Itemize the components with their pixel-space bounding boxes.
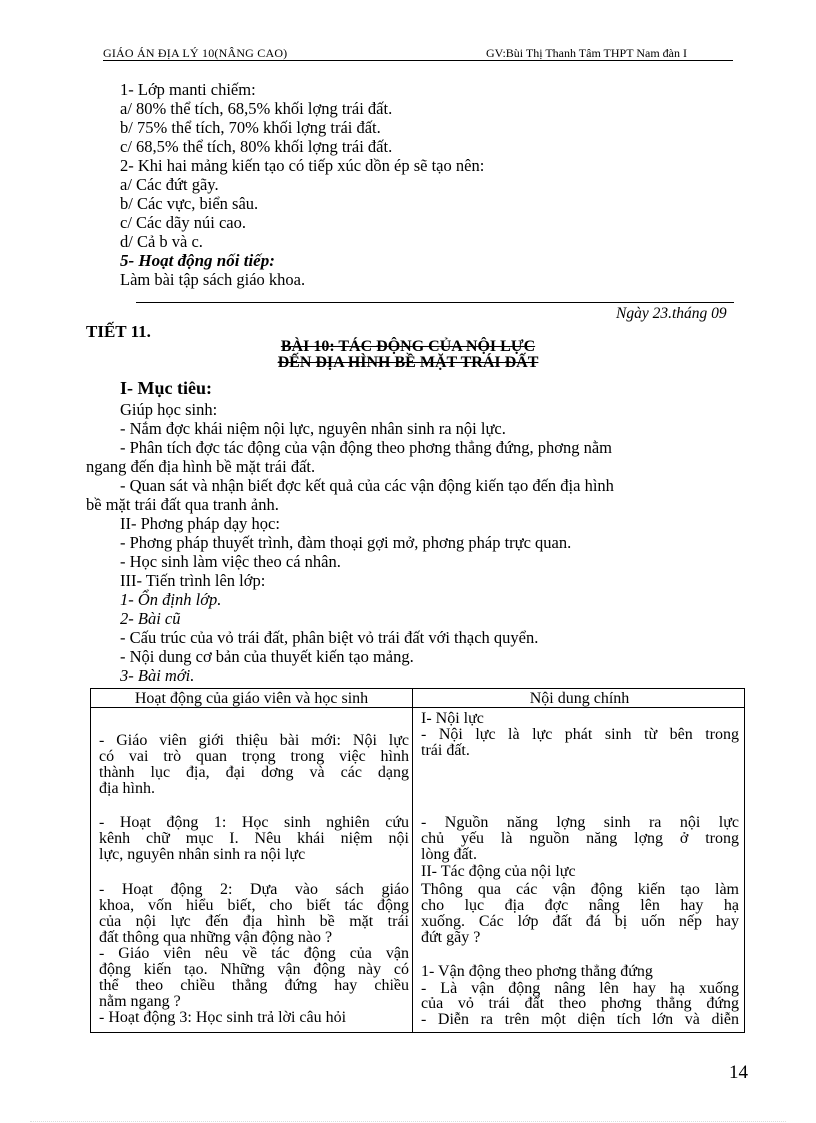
lesson-date: Ngày 23.tháng 09 [616, 305, 727, 322]
table-right-line: đứt gãy ? [421, 929, 481, 946]
table-right-line: của vỏ trái đất theo phơng thẳng đứng [421, 995, 739, 1012]
table-left-line: - Hoạt động 1: Học sinh nghiên cứu [99, 814, 409, 831]
page-bottom-border [30, 1121, 786, 1122]
objective-2-line-2: ngang đến địa hình bề mặt trái đất. [86, 457, 316, 476]
method-1: - Phơng pháp thuyết trình, đàm thoại gợi mở, phơng pháp trực quan. [120, 533, 572, 552]
table-right-line: Thông qua các vận động kiến tạo làm [421, 881, 739, 898]
process-step-2: 2- Bài cũ [120, 609, 181, 628]
table-right-line: xuống. Các lớp đất đá bị uốn nếp hay [421, 913, 739, 930]
table-left-line: khoa, vốn hiểu biết, cho biết tác động [99, 897, 409, 914]
objective-3-line-1: - Quan sát và nhận biết đợc kết quả của các vận động kiến tạo đến địa hình [120, 476, 614, 495]
table-header-activities: Hoạt động của giáo viên và học sinh [134, 690, 369, 707]
table-right-line: lòng đất. [421, 846, 477, 863]
lesson-table [90, 688, 745, 1033]
table-right-line: - Nội lực là lực phát sinh từ bên trong [421, 726, 739, 743]
question-2-option-c: c/ Các dãy núi cao. [120, 213, 246, 232]
process-heading: III- Tiến trình lên lớp: [120, 571, 266, 590]
table-left-line: - Giáo viên nêu về tác động của vận [99, 945, 409, 962]
objective-1: - Nắm đợc khái niệm nội lực, nguyên nhân sinh ra nội lực. [120, 419, 506, 438]
question-2-option-d: d/ Cả b và c. [120, 232, 203, 251]
table-left-line: đất thông qua những vận động nào ? [99, 929, 333, 946]
table-header-content: Nội dung chính [529, 690, 630, 707]
objectives-heading: I- Mục tiêu: [120, 378, 212, 398]
question-1: 1- Lớp manti chiếm: [120, 80, 256, 99]
table-right-line: - Diễn ra trên một diện tích lớn và diễn [421, 1011, 739, 1028]
objective-2-line-1: - Phân tích đợc tác động của vận động theo phơng thẳng đứng, phơng nằm [120, 438, 612, 457]
header-right: GV:Bùi Thị Thanh Tâm THPT Nam đàn I [486, 46, 687, 60]
table-left-line: - Giáo viên giới thiệu bài mới: Nội lực [99, 732, 409, 749]
lesson-period: TIẾT 11. [86, 322, 151, 341]
objectives-intro: Giúp học sinh: [120, 400, 218, 419]
table-left-line: - Hoạt động 3: Học sinh trả lời câu hỏi [99, 1009, 347, 1026]
table-right-line: 1- Vận động theo phơng thẳng đứng [421, 963, 653, 980]
table-left-line: - Hoạt động 2: Dựa vào sách giáo [99, 881, 409, 898]
followup-heading: 5- Hoạt động nối tiếp: [120, 251, 275, 270]
table-left-line: địa hình. [99, 780, 155, 797]
lesson-title-line-2: ĐẾN ĐỊA HÌNH BỀ MẶT TRÁI ĐẤT [277, 354, 539, 371]
table-right-line: - Nguồn năng lợng sinh ra nội lực [421, 814, 739, 831]
table-left-line: kênh chữ mục I. Nêu khái niệm nội [99, 830, 409, 847]
question-2-option-a: a/ Các đứt gãy. [120, 175, 219, 194]
process-step-3: 3- Bài mới. [120, 666, 195, 685]
table-left-line: có vai trò quan trọng trong việc hình [99, 748, 409, 765]
table-left-line: động kiến tạo. Những vận động này có [99, 961, 409, 978]
question-1-option-a: a/ 80% thể tích, 68,5% khối lợng trái đất. [120, 99, 393, 118]
old-lesson-2: - Nội dung cơ bản của thuyết kiến tạo mảng. [120, 647, 414, 666]
table-right-line: trái đất. [421, 742, 470, 759]
table-right-line: II- Tác động của nội lực [421, 863, 576, 880]
header-rule [103, 60, 733, 61]
question-2-option-b: b/ Các vực, biển sâu. [120, 194, 259, 213]
table-left-line: thành lục địa, đại dơng và các dạng [99, 764, 409, 781]
page-number: 14 [729, 1062, 748, 1083]
table-right-line: - Là vận động nâng lên hay hạ xuống [421, 980, 739, 997]
table-column-divider [412, 689, 413, 1032]
old-lesson-1: - Cấu trúc của vỏ trái đất, phân biệt vỏ trái đất với thạch quyển. [120, 628, 539, 647]
table-left-line: của nội lực đến địa hình bề mặt trái [99, 913, 409, 930]
question-1-option-c: c/ 68,5% thể tích, 80% khối lợng trái đất. [120, 137, 393, 156]
separator-rule [136, 302, 734, 303]
header-left: GIÁO ÁN ĐỊA LÝ 10(NÂNG CAO) [103, 46, 288, 60]
table-left-line: lực, nguyên nhân sinh ra nội lực [99, 846, 306, 863]
table-right-line: I- Nội lực [421, 710, 484, 727]
question-1-option-b: b/ 75% thể tích, 70% khối lợng trái đất. [120, 118, 381, 137]
objective-3-line-2: bề mặt trái đất qua tranh ảnh. [86, 495, 279, 514]
followup-text: Làm bài tập sách giáo khoa. [120, 270, 306, 289]
table-right-line: cho lục địa đợc nâng lên hay hạ [421, 897, 739, 914]
method-2: - Học sinh làm việc theo cá nhân. [120, 552, 341, 571]
table-right-line: chủ yếu là nguồn năng lợng ở trong [421, 830, 739, 847]
process-step-1: 1- Ổn định lớp. [120, 590, 222, 609]
question-2: 2- Khi hai mảng kiến tạo có tiếp xúc dồn ép sẽ tạo nên: [120, 156, 485, 175]
methods-heading: II- Phơng pháp dạy học: [120, 514, 280, 533]
table-left-line: nằm ngang ? [99, 993, 181, 1010]
lesson-title-line-1: BÀI 10: TÁC ĐỘNG CỦA NỘI LỰC [280, 338, 536, 355]
table-left-line: thể theo chiều thẳng đứng hay chiều [99, 977, 409, 994]
